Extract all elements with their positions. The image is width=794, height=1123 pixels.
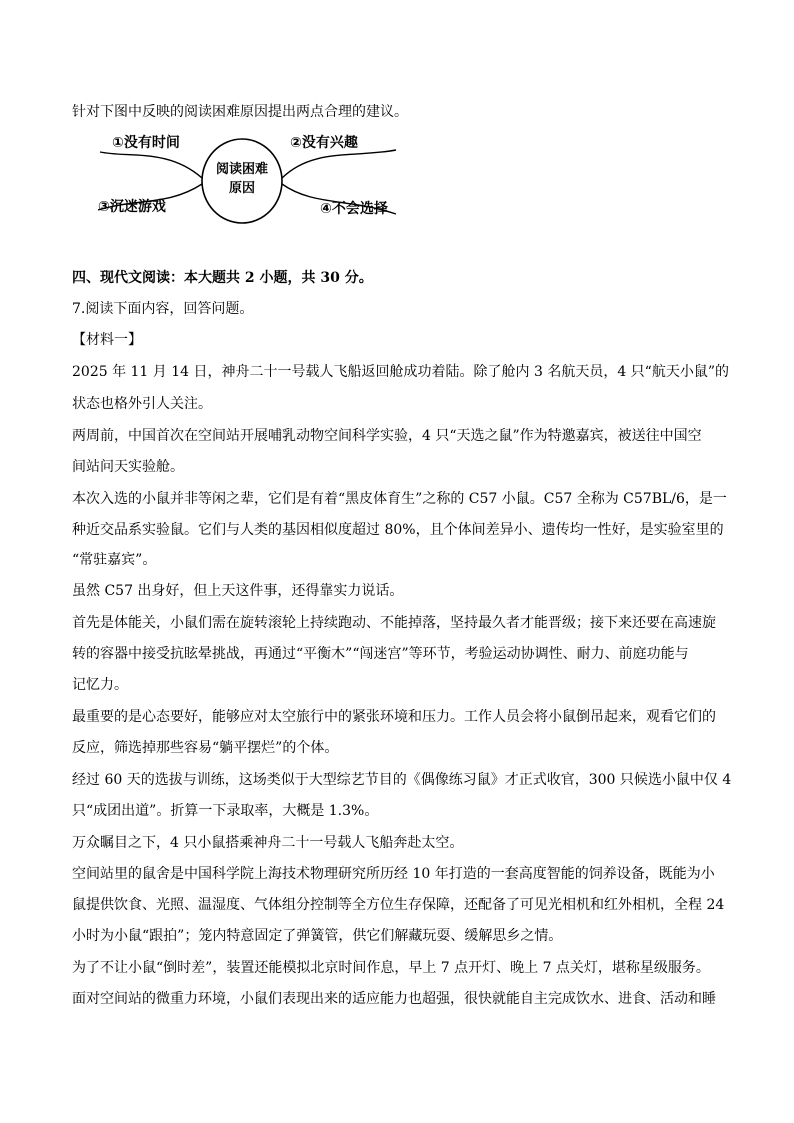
section-header: 四、现代文阅读：本大题共 2 小题，共 30 分。 bbox=[72, 270, 373, 286]
body-line: 转的容器中接受抗眩晕挑战，再通过“平衡木”“闯迷宫”等环节，考验运动协调性、耐力、前庭功能与 bbox=[72, 646, 689, 662]
reading-difficulty-diagram bbox=[98, 128, 398, 228]
body-line: 只“成团出道”。折算一下录取率，大概是 1.3%。 bbox=[72, 803, 379, 819]
body-line: 万众瞩目之下，4 只小鼠搭乘神舟二十一号载人飞船奔赴太空。 bbox=[72, 835, 464, 851]
reason-cannot-choose: ④不会选择 bbox=[320, 201, 388, 217]
center-line-1: 阅读困难 bbox=[215, 162, 268, 177]
body-line: 反应，筛选掉那些容易“躺平摆烂”的个体。 bbox=[72, 740, 339, 756]
material-title: 【材料一】 bbox=[72, 332, 142, 348]
body-line: “常驻嘉宾”。 bbox=[72, 552, 157, 568]
body-line: 状态也格外引人关注。 bbox=[72, 396, 212, 412]
body-line: 虽然 C57 出身好，但上天这件事，还得靠实力说话。 bbox=[72, 583, 404, 599]
body-line: 经过 60 天的选拔与训练，这场类似于大型综艺节目的《偶像练习鼠》才正式收官，300 只候选小鼠中仅 4 bbox=[72, 772, 732, 788]
diagram-center-label bbox=[202, 160, 282, 198]
body-line: 本次入选的小鼠并非等闲之辈，它们是有着“黑皮体育生”之称的 C57 小鼠。C57 全称为 C57BL/6，是一 bbox=[72, 491, 727, 507]
body-line: 间站问天实验舱。 bbox=[72, 459, 184, 475]
intro-text: 针对下图中反映的阅读困难原因提出两点合理的建议。 bbox=[72, 104, 408, 120]
reason-addicted-games: ③沉迷游戏 bbox=[98, 199, 166, 215]
body-line: 记忆力。 bbox=[72, 677, 128, 693]
reason-no-time: ①没有时间 bbox=[112, 135, 180, 151]
body-line: 最重要的是心态要好，能够应对太空旅行中的紧张环境和压力。工作人员会将小鼠倒吊起来，观看它们的 bbox=[72, 709, 716, 725]
body-line: 两周前，中国首次在空间站开展哺乳动物空间科学实验，4 只“天选之鼠”作为特邀嘉宾，被送往中国空 bbox=[72, 428, 702, 444]
center-line-2: 原因 bbox=[228, 181, 255, 196]
body-line: 首先是体能关，小鼠们需在旋转滚轮上持续跑动、不能掉落，坚持最久者才能晋级；接下来还要在高速旋 bbox=[72, 615, 716, 631]
body-line: 种近交品系实验鼠。它们与人类的基因相似度超过 80%，且个体间差异小、遗传均一性好，是实验室里的 bbox=[72, 522, 724, 538]
body-line: 小时为小鼠“跟拍”；笼内特意固定了弹簧管，供它们解藏玩耍、缓解思乡之情。 bbox=[72, 928, 563, 944]
reason-no-interest: ②没有兴趣 bbox=[290, 135, 358, 151]
body-line: 鼠提供饮食、光照、温湿度、气体组分控制等全方位生存保障，还配备了可见光相机和红外相机，全程 24 bbox=[72, 897, 725, 913]
body-line: 面对空间站的微重力环境，小鼠们表现出来的适应能力也超强，很快就能自主完成饮水、进食、活动和睡 bbox=[72, 991, 716, 1007]
body-line: 2025 年 11 月 14 日，神舟二十一号载人飞船返回舱成功着陆。除了舱内 3 名航天员，4 只“航天小鼠”的 bbox=[72, 364, 729, 380]
body-line: 为了不让小鼠“倒时差”，装置还能模拟北京时间作息，早上 7 点开灯、晚上 7 点关灯，堪称星级服务。 bbox=[72, 960, 710, 976]
body-line: 空间站里的鼠舍是中国科学院上海技术物理研究所历经 10 年打造的一套高度智能的饲养设备，既能为小 bbox=[72, 866, 715, 882]
question-prompt: 7.阅读下面内容，回答问题。 bbox=[72, 301, 254, 317]
